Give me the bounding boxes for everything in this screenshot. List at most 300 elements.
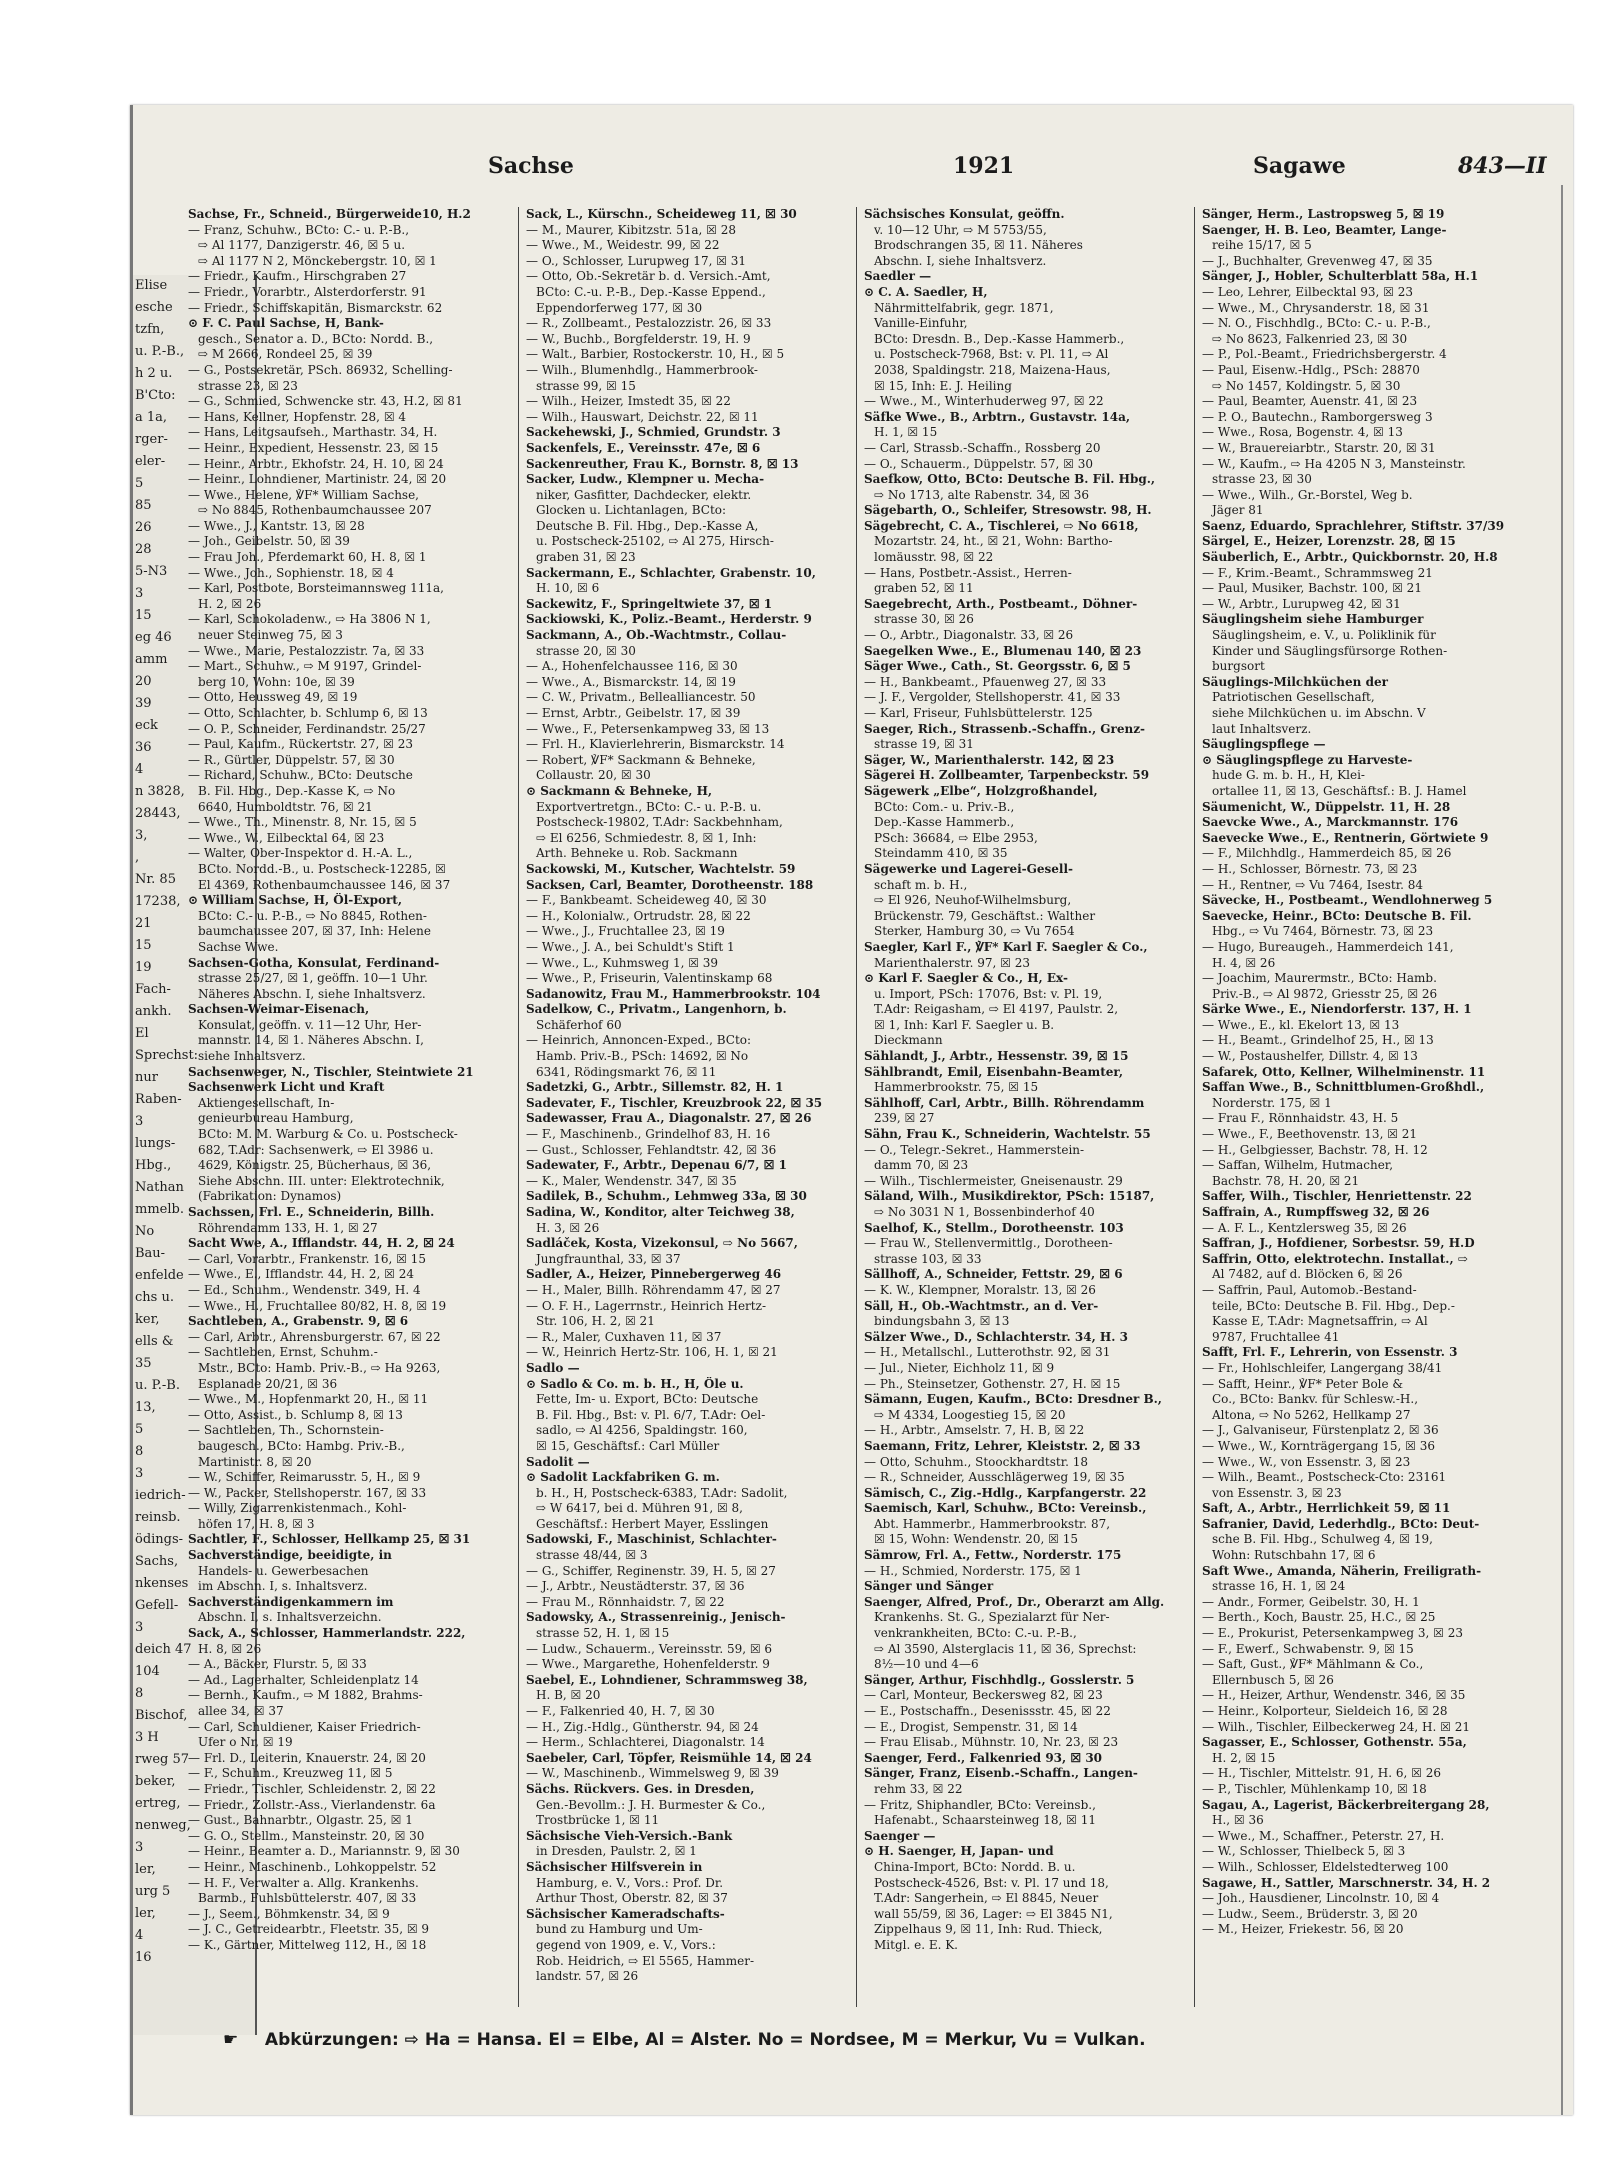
directory-entry: El 4369, Rothenbaumchaussee 146, ☒ 37 [198,877,451,892]
directory-entry: Sägerei H. Zollbeamter, Tarpenbeckstr. 59 [864,768,1150,783]
directory-entry: Nährmittelfabrik, gegr. 1871, [874,300,1054,315]
left-page-fragment: Elise [135,278,168,293]
directory-entry: — E., Prokurist, Petersenkampweg 3, ☒ 23 [1202,1626,1463,1641]
directory-entry: — G., Postsekretär, PSch. 86932, Schelling- [188,362,453,377]
directory-entry: Saenger, Ferd., Falkenried 93, ☒ 30 [864,1750,1103,1765]
directory-entry: — E., Drogist, Sempenstr. 31, ☒ 14 [864,1719,1078,1734]
left-page-fragment: 3 [135,586,144,601]
left-page-fragment: nur [135,1070,158,1085]
directory-entry: niker, Gasfitter, Dachdecker, elektr. [536,487,752,502]
directory-entry: Sämisch, C., Zig.-Hdlg., Karpfangerstr. 22 [864,1485,1147,1500]
directory-entry: Norderstr. 175, ☒ 1 [1212,1095,1332,1110]
directory-entry: Aktiengesellschaft, In- [198,1095,335,1110]
directory-entry: allee 34, ☒ 37 [198,1704,284,1718]
directory-entry: Sagau, A., Lagerist, Bäckerbreitergang 28, [1202,1797,1490,1812]
directory-entry: Särgel, E., Heizer, Lorenzstr. 28, ☒ 15 [1202,534,1456,549]
directory-entry: — Wwe., M., Weidestr. 99, ☒ 22 [526,238,720,253]
directory-entry: Sachtler, F., Schlosser, Hellkamp 25, ☒ 31 [188,1532,471,1547]
directory-entry: Sänger, Arthur, Fischhdlg., Gosslerstr. 5 [864,1672,1135,1687]
directory-entry: strasse 16, H. 1, ☒ 24 [1212,1579,1346,1594]
directory-entry: bund zu Hamburg und Um- [536,1922,703,1937]
directory-entry: v. 10—12 Uhr, ⇨ M 5753/55, [874,222,1047,237]
directory-entry: Dep.-Kasse Hammerb., [874,815,1015,830]
directory-entry: Collaustr. 20, ☒ 30 [536,768,651,783]
directory-entry: Sachse, Fr., Schneid., Bürgerweide10, H.2 [188,207,471,221]
directory-entry: Särke Wwe., E., Niendorferstr. 137, H. 1 [1202,1002,1472,1017]
directory-entry: Sächsischer Hilfsverein in [526,1859,703,1874]
abbreviations-footer [223,2030,1483,2050]
directory-entry: — Wwe., E., kl. Ekelort 13, ☒ 13 [1202,1017,1400,1032]
directory-entry: strasse 20, ☒ 30 [536,643,636,658]
directory-entry: — Fr., Hohlschleifer, Langergang 38/41 [1202,1360,1443,1375]
directory-entry: 6341, Rödingsmarkt 76, ☒ 11 [536,1064,717,1079]
left-page-fragment: 8 [135,1444,144,1459]
directory-entry: — Frau W., Stellenvermittlg., Dorotheen- [864,1236,1113,1251]
directory-entry: — W., Heinrich Hertz-Str. 106, H. 1, ☒ 21 [526,1345,778,1360]
directory-entry: Sackenreuther, Frau K., Bornstr. 8, ☒ 13 [526,456,799,471]
directory-entry: Sterker, Hamburg 30, ⇨ Vu 7654 [874,924,1075,939]
directory-entry: Näheres Abschn. I, siehe Inhaltsverz. [198,986,426,1001]
directory-entry: Esplanade 20/21, ☒ 36 [198,1376,338,1391]
directory-entry: — Hans, Leitgsaufseh., Marthastr. 34, H. [188,425,438,440]
directory-entry: in Dresden, Paulstr. 2, ☒ 1 [536,1844,697,1859]
directory-entry: Sächsisches Konsulat, geöffn. [864,207,1065,221]
directory-entry: — A. F. L., Kentzlersweg 35, ☒ 26 [1202,1220,1407,1235]
left-page-fragment: 28443, [135,806,181,821]
directory-entry: Deutsche B. Fil. Hbg., Dep.-Kasse A, [536,518,759,533]
directory-entry: Saevecke, Heinr., BCto: Deutsche B. Fil. [1202,908,1472,923]
directory-entry: ortallee 11, ☒ 13, Geschäftsf.: B. J. Hamel [1212,783,1467,798]
left-page-fragment: Sprechst: [135,1048,199,1063]
directory-entry: Hafenabt., Schaarsteinweg 18, ☒ 11 [874,1813,1096,1828]
directory-entry: Dieckmann [874,1033,943,1048]
directory-entry: 8½—10 und 4—6 [874,1657,979,1672]
directory-entry: Saft Wwe., Amanda, Näherin, Freiligrath- [1202,1563,1482,1578]
directory-entry: ⊙ F. C. Paul Sachse, H, Bank- [188,316,384,331]
directory-entry: Safft, Frl. F., Lehrerin, von Essenstr. 3 [1202,1345,1458,1360]
directory-entry: — Carl, Arbtr., Ahrensburgerstr. 67, ☒ 22 [188,1329,441,1344]
left-page-fragment: 15 [135,608,152,623]
directory-entry: Saenger — [864,1828,936,1843]
directory-entry: Sagasser, E., Schlosser, Gothenstr. 55a, [1202,1735,1467,1750]
directory-entry: Sadowsky, A., Strassenreinig., Jenisch- [526,1610,786,1625]
directory-entry: Mstr., BCto: Hamb. Priv.-B., ⇨ Ha 9263, [198,1360,441,1375]
directory-entry: Sävecke, H., Postbeamt., Wendlohnerweg 5 [1202,893,1493,908]
left-page-fragment: ödings- [135,1532,184,1547]
left-page-fragment: 39 [135,696,152,711]
directory-entry: Sägewerke und Lagerei-Gesell- [864,861,1074,876]
directory-entry: — W., Schiffer, Reimarusstr. 5, H., ☒ 9 [188,1470,421,1485]
directory-entry: — Ludw., Seem., Brüderstr. 3, ☒ 20 [1202,1906,1418,1921]
directory-entry: Sachse Wwe. [198,939,279,954]
directory-entry: — H., Maler, Billh. Röhrendamm 47, ☒ 27 [526,1282,781,1297]
directory-entry: — Carl, Vorarbtr., Frankenstr. 16, ☒ 15 [188,1251,426,1266]
directory-entry: ⊙ Säuglingspflege zu Harveste- [1202,752,1413,767]
directory-entry: — H., Gelbgiesser, Bachstr. 78, H. 12 [1202,1142,1428,1157]
header-year: 1921 [953,153,1015,179]
directory-entry: — Herm., Schlachterei, Diagonalstr. 14 [526,1735,765,1750]
left-page-fragment: 13, [135,1400,156,1415]
directory-entry: Postscheck-19802, T.Adr: Sackbehnham, [536,815,783,830]
directory-entry: Al 7482, auf d. Blöcken 6, ☒ 26 [1212,1267,1403,1282]
directory-entry: Brückenstr. 79, Geschäftst.: Walther [874,908,1096,923]
directory-entry: Sämann, Eugen, Kaufm., BCto: Dresdner B., [864,1392,1162,1407]
directory-entry: — Wwe., J., Fruchtallee 23, ☒ 19 [526,924,725,939]
directory-entry: Säumenicht, W., Düppelstr. 11, H. 28 [1202,799,1451,814]
directory-entry: strasse 30, ☒ 26 [874,612,974,627]
directory-entry: Geschäftsf.: Herbert Mayer, Esslingen [536,1516,769,1531]
directory-entry: Postscheck-4526, Bst: v. Pl. 17 und 18, [874,1875,1109,1890]
directory-entry: — F., Ewerf., Schwabenstr. 9, ☒ 15 [1202,1641,1414,1656]
directory-entry: PSch: 36684, ⇨ Elbe 2953, [874,830,1038,845]
directory-entry: — Heinr., Arbtr., Ekhofstr. 24, H. 10, ☒ 24 [188,456,444,471]
left-page-fragment: 85 [135,498,152,513]
column-4 [1202,207,1520,2012]
directory-entry: Steindamm 410, ☒ 35 [874,846,1008,861]
directory-entry: strasse 99, ☒ 15 [536,378,636,393]
left-page-fragment: Nathan [135,1180,184,1195]
left-page-fragment: 8 [135,1686,144,1701]
directory-entry: baumchaussee 207, ☒ 37, Inh: Helene [198,924,432,939]
directory-entry: — Wwe., Helene, ℣F* William Sachse, [188,487,419,502]
directory-entry: — Leo, Lehrer, Eilbecktal 93, ☒ 23 [1202,284,1414,299]
directory-entry: — Karl, Postbote, Borsteimannsweg 111a, [188,581,444,596]
directory-entry: Sackowski, M., Kutscher, Wachtelstr. 59 [526,861,796,876]
directory-entry: Sadowski, F., Maschinist, Schlachter- [526,1532,777,1547]
directory-page [130,105,1573,2115]
directory-entry: (Fabrikation: Dynamos) [198,1189,342,1204]
directory-entry: — O. F. H., Lagerrnstr., Heinrich Hertz- [526,1298,766,1313]
left-page-fragment: deich 47 [135,1642,192,1657]
directory-entry: — Friedr., Vorarbtr., Alsterdorferstr. 91 [188,284,427,299]
directory-entry: 4629, Königstr. 25, Bücherhaus, ☒ 36, [198,1158,432,1173]
directory-entry: — Franz, Schuhw., BCto: C.- u. P.-B., [188,222,410,237]
directory-entry: höfen 17, H. 8, ☒ 3 [198,1516,315,1531]
directory-entry: Saffrin, Otto, elektrotechn. Installat., ⇨ [1202,1251,1468,1266]
directory-entry: — A., Hohenfelchaussee 116, ☒ 30 [526,659,738,674]
left-page-fragment: esche [135,300,173,315]
directory-entry: Exportvertretgn., BCto: C.- u. P.-B. u. [536,799,762,814]
directory-entry: Sachsenweger, N., Tischler, Steintwiete 21 [188,1064,474,1079]
header-right-name: Sagawe [1253,153,1346,179]
directory-entry: lomäusstr. 98, ☒ 22 [874,550,994,565]
directory-entry: ⇨ W 6417, bei d. Mühren 91, ☒ 8, [536,1501,743,1516]
left-page-fragment: 3, [135,828,148,843]
left-page-fragment: enfelde [135,1268,184,1283]
directory-entry: BCto: Com.- u. Priv.-B., [874,799,1015,814]
directory-entry: BCto: C.-u. P.-B., Dep.-Kasse Eppend., [536,284,766,299]
directory-entry: genieurbureau Hamburg, [198,1111,354,1126]
directory-entry: — R., Schneider, Ausschlägerweg 19, ☒ 35 [864,1470,1125,1485]
directory-entry: ⊙ C. A. Saedler, H, [864,284,988,299]
directory-entry: schaft m. b. H., [874,877,968,892]
left-page-fragment: 15 [135,938,152,953]
directory-entry: Siehe Abschn. III. unter: Elektrotechnik, [198,1173,445,1188]
directory-entry: — H., Metallschl., Lutterothstr. 92, ☒ 31 [864,1345,1111,1360]
left-page-fragment: No [135,1224,155,1239]
directory-entry: Sadanowitz, Frau M., Hammerbrookstr. 104 [526,986,821,1001]
directory-entry: — P., Pol.-Beamt., Friedrichsbergerstr. 4 [1202,347,1447,362]
directory-entry: — E., Postschaffn., Desenissstr. 45, ☒ 22 [864,1704,1111,1718]
left-page-fragment: lungs- [135,1136,176,1151]
directory-entry: — Wwe., J., Kantstr. 13, ☒ 28 [188,518,365,533]
directory-entry: Saemisch, Karl, Schuhw., BCto: Vereinsb., [864,1501,1147,1516]
directory-entry: Sacker, Ludw., Klempner u. Mecha- [526,472,765,487]
directory-entry: — Wwe., H., Fruchtallee 80/82, H. 8, ☒ 19 [188,1298,447,1313]
directory-entry: — Frl. D., Leiterin, Knauerstr. 24, ☒ 20 [188,1750,426,1765]
directory-entry: baugesch., BCto: Hambg. Priv.-B., [198,1438,405,1453]
left-page-fragment: ells & [135,1334,174,1349]
directory-entry: Safranier, David, Lederhdlg., BCto: Deut- [1202,1516,1480,1531]
directory-entry: — R., Gürtler, Düppelstr. 57, ☒ 30 [188,752,395,767]
directory-entry: Sächs. Rückvers. Ges. in Dresden, [526,1781,755,1796]
directory-entry: — Wwe., A., Bismarckstr. 14, ☒ 19 [526,674,736,689]
directory-entry: 682, T.Adr: Sachsenwerk, ⇨ El 3986 u. [198,1142,434,1157]
left-page-fragment: rweg 57 [135,1752,190,1767]
directory-entry: — C. W., Privatm., Bellealliancestr. 50 [526,690,756,705]
left-page-fragment: 26 [135,520,152,535]
directory-entry: ⇨ No 8845, Rothenbaumchaussee 207 [198,503,432,518]
abbreviations-text: Abkürzungen: ⇨ Ha = Hansa. El = Elbe, Al = Alster. No = Nordsee, M = Merkur, Vu = Vulkan. [264,2030,1146,2050]
left-page-fragment: nenweg, [135,1818,191,1833]
directory-entry: Saffan Wwe., B., Schnittblumen-Großhdl., [1202,1080,1485,1095]
directory-entry: strasse 25/27, ☒ 1, geöffn. 10—1 Uhr. [198,971,428,986]
directory-entry: Safarek, Otto, Kellner, Wilhelminenstr. 11 [1202,1064,1486,1079]
directory-entry: — Walter, Ober-Inspektor d. H.-A. L., [188,846,413,861]
directory-entry: — Wwe., F., Petersenkampweg 33, ☒ 13 [526,721,770,736]
directory-entry: — F., Bankbeamt. Scheideweg 40, ☒ 30 [526,893,767,908]
directory-entry: Saenger, Alfred, Prof., Dr., Oberarzt am Allg. [864,1594,1165,1609]
directory-entry: B. Fil. Hbg., Dep.-Kasse K, ⇨ No [198,783,396,798]
directory-entry: — Otto, Heussweg 49, ☒ 19 [188,690,358,705]
directory-entry: — O., Schauerm., Düppelstr. 57, ☒ 30 [864,456,1094,471]
left-page-fragment: nkenses [135,1576,189,1591]
page-header [133,153,1573,193]
directory-entry: Saffrain, A., Rumpffsweg 32, ☒ 26 [1202,1205,1430,1219]
directory-entry: — Richard, Schuhw., BCto: Deutsche [188,768,413,783]
directory-entry: graben 31, ☒ 23 [536,550,636,565]
directory-entry: — W., Brauereiarbtr., Starstr. 20, ☒ 31 [1202,440,1436,455]
directory-entry: gesch., Senator a. D., BCto: Nordd. B., [198,331,434,346]
directory-entry: — Frau Elisab., Mühnstr. 10, Nr. 23, ☒ 23 [864,1735,1119,1750]
directory-entry: — Karl, Schokoladenw., ⇨ Ha 3806 N 1, [188,612,431,627]
directory-entry: — Wwe., W., Eilbecktal 64, ☒ 23 [188,830,385,845]
left-page-fragment: Bischof, [135,1708,188,1723]
directory-entry: — Paul, Beamter, Auenstr. 41, ☒ 23 [1202,394,1418,409]
directory-entry: Sählandt, J., Arbtr., Hessenstr. 39, ☒ 15 [864,1049,1129,1064]
left-page-fragment: amm [135,652,168,667]
directory-entry: Sadewasser, Frau A., Diagonalstr. 27, ☒ 26 [526,1111,812,1126]
left-page-fragment: eg 46 [135,630,172,645]
directory-entry: — R., Maler, Cuxhaven 11, ☒ 37 [526,1329,722,1344]
directory-entry: — Wwe., Joh., Sophienstr. 18, ☒ 4 [188,565,394,580]
directory-entry: Saft, A., Arbtr., Herrlichkeit 59, ☒ 11 [1202,1501,1451,1516]
directory-entry: — Hans, Kellner, Hopfenstr. 28, ☒ 4 [188,409,407,424]
left-page-fragment: eler- [135,454,166,469]
column-3 [864,207,1182,2012]
page-number: 843—II [1458,153,1547,179]
left-page-fragment: Bau- [135,1246,166,1261]
directory-entry: Konsulat, geöffn. v. 11—12 Uhr, Her- [198,1017,422,1032]
directory-entry: — P. O., Bautechn., Ramborgersweg 3 [1202,409,1433,424]
directory-entry: — W., Packer, Stellshoperstr. 167, ☒ 33 [188,1485,427,1500]
directory-entry: BCto: M. M. Warburg & Co. u. Postscheck- [198,1127,458,1142]
directory-entry: Sänger, Franz, Eisenb.-Schaffn., Langen- [864,1766,1138,1781]
left-page-fragment: 19 [135,960,152,975]
directory-entry: — Otto, Schlachter, b. Schlump 6, ☒ 13 [188,706,428,720]
directory-entry: — Paul, Musiker, Bachstr. 100, ☒ 21 [1202,581,1422,596]
directory-entry: — Sachtleben, Th., Schornstein- [188,1423,384,1438]
left-page-fragment: ankh. [135,1004,172,1019]
directory-entry: — Carl, Strassb.-Schaffn., Rossberg 20 [864,440,1101,455]
directory-entry: — G., Schiffer, Reginenstr. 39, H. 5, ☒ 27 [526,1563,776,1578]
left-page-fragment: Gefell- [135,1598,179,1613]
directory-entry: Saedler — [864,269,932,284]
directory-entry: Säger Wwe., Cath., St. Georgsstr. 6, ☒ 5 [864,659,1131,674]
directory-entry: — Wilh., Beamt., Postscheck-Cto: 23161 [1202,1470,1447,1485]
directory-entry: Eppendorferweg 177, ☒ 30 [536,300,703,315]
directory-entry: Sadlo — [526,1360,580,1375]
directory-entry: — Carl, Schuldiener, Kaiser Friedrich- [188,1719,421,1734]
directory-entry: — M., Maurer, Kibitzstr. 51a, ☒ 28 [526,222,736,237]
directory-entry: Abt. Hammerbr., Hammerbrookstr. 87, [874,1516,1111,1531]
directory-entry: H. 2, ☒ 15 [1212,1750,1276,1765]
directory-entry: ⇨ El 926, Neuhof-Wilhelmsburg, [874,893,1072,908]
left-page-fragment: Sachs, [135,1554,179,1569]
directory-entry: Sackmann, A., Ob.-Wachtmstr., Collau- [526,628,787,643]
left-page-fragment: n 3828, [135,784,185,799]
directory-entry: — Wwe., M., Hopfenmarkt 20, H., ☒ 11 [188,1392,429,1407]
directory-entry: ⇨ No 3031 N 1, Bossenbinderhof 40 [874,1205,1095,1219]
directory-entry: — Wwe., P., Friseurin, Valentinskamp 68 [526,971,773,986]
directory-entry: — J., Galvaniseur, Fürstenplatz 2, ☒ 36 [1202,1423,1439,1438]
directory-entry: Hamb. Priv.-B., PSch: 14692, ☒ No [536,1049,749,1064]
left-page-fragment: 36 [135,740,152,755]
directory-entry: B. Fil. Hbg., Bst: v. Pl. 6/7, T.Adr: Oel- [536,1407,766,1422]
directory-entry: Sächsischer Kameradschafts- [526,1906,725,1921]
directory-entry: Sackenfels, E., Vereinsstr. 47e, ☒ 6 [526,440,761,455]
directory-entry: BCto. Nordd.-B., u. Postscheck-12285, ☒ [198,861,446,876]
directory-entry: Sackiowski, K., Poliz.-Beamt., Herderstr. 9 [526,612,812,627]
directory-entry: Krankenhs. St. G., Spezialarzt für Ner- [874,1610,1110,1625]
directory-entry: Sadetzki, G., Arbtr., Sillemstr. 82, H. 1 [526,1080,784,1095]
directory-entry: — F., Milchhdlg., Hammerdeich 85, ☒ 26 [1202,846,1452,861]
directory-entry: von Essenstr. 3, ☒ 23 [1212,1485,1342,1500]
directory-entry: — J. C., Getreidearbtr., Fleetstr. 35, ☒ 9 [188,1922,430,1937]
directory-entry: Saffran, J., Hofdiener, Sorbestsr. 59, H.D [1202,1236,1475,1251]
directory-entry: strasse 52, H. 1, ☒ 15 [536,1626,670,1641]
directory-entry: H. 8, ☒ 26 [198,1641,262,1656]
directory-entry: ⇨ No 1457, Koldingstr. 5, ☒ 30 [1212,378,1401,393]
directory-entry: Saegebrecht, Arth., Postbeamt., Döhner- [864,596,1138,611]
directory-entry: — H., Rentner, ⇨ Vu 7464, Isestr. 84 [1202,877,1424,892]
directory-entry: Sänger und Sänger [864,1579,994,1594]
left-page-fragment: chs u. [135,1290,174,1305]
directory-entry: Sämrow, Frl. A., Fettw., Norderstr. 175 [864,1548,1122,1563]
left-page-fragment: 3 H [135,1730,159,1745]
directory-entry: — Wwe., M., Chrysanderstr. 18, ☒ 31 [1202,300,1430,315]
left-page-fragment: 4 [135,1928,144,1943]
left-page-fragment: 16 [135,1950,152,1965]
directory-entry: u. Import, PSch: 17076, Bst: v. Pl. 19, [874,986,1103,1001]
directory-entry: — F., Falkenried 40, H. 7, ☒ 30 [526,1704,715,1718]
directory-entry: Saebeler, Carl, Töpfer, Reismühle 14, ☒ 24 [526,1750,812,1765]
directory-entry: — H., Tischler, Mittelstr. 91, H. 6, ☒ 26 [1202,1766,1441,1781]
directory-entry: strasse 48/44, ☒ 3 [536,1548,648,1563]
directory-entry: H. 4, ☒ 26 [1212,955,1276,970]
directory-entry: BCto: Dresdn. B., Dep.-Kasse Hammerb., [874,331,1125,346]
directory-entry: Sägebarth, O., Schleifer, Stresowstr. 98, H. [864,503,1152,518]
directory-entry: Bachstr. 78, H. 20, ☒ 21 [1212,1173,1360,1188]
directory-entry: Schäferhof 60 [536,1017,622,1032]
left-page-fragment: 17238, [135,894,181,909]
directory-entry: Säuglingspflege — [1202,737,1326,752]
directory-entry: Saenz, Eduardo, Sprachlehrer, Stiftstr. 37/39 [1202,518,1505,533]
directory-entry: Sachsen-Weimar-Eisenach, [188,1002,370,1017]
left-page-fragment: 35 [135,1356,152,1371]
directory-entry: Sadolit — [526,1454,590,1469]
directory-entry: Röhrendamm 133, H. 1, ☒ 27 [198,1220,378,1235]
directory-entry: Sänger, Herm., Lastropsweg 5, ☒ 19 [1202,207,1445,221]
left-page-fragment: 4 [135,762,144,777]
directory-entry: Säger, W., Marienthalerstr. 142, ☒ 23 [864,752,1115,767]
directory-entry: Patriotischen Gesellschaft, [1212,690,1375,705]
left-page-fragment: Fach- [135,982,171,997]
directory-entry: Jungfraunthal, 33, ☒ 37 [536,1251,681,1266]
directory-entry: strasse 23, ☒ 30 [1212,472,1312,487]
directory-entry: — Wwe., E., Ifflandstr. 44, H. 2, ☒ 24 [188,1267,414,1282]
directory-entry: — M., Heizer, Friekestr. 56, ☒ 20 [1202,1922,1404,1937]
directory-entry: ⊙ William Sachse, H, Öl-Export, [188,893,403,908]
directory-entry: — J., Seem., Böhmkenstr. 34, ☒ 9 [188,1906,390,1921]
left-page-fragment: u. P.-B., [135,344,185,359]
directory-entry: — Wwe., J. A., bei Schuldt's Stift 1 [526,939,735,954]
left-page-fragment: rger- [135,432,168,447]
directory-entry: — A., Bäcker, Flurstr. 5, ☒ 33 [188,1657,367,1672]
directory-entry: siehe Milchküchen u. im Abschn. V [1212,706,1426,720]
directory-entry: — Hugo, Bureaugeh., Hammerdeich 141, [1202,939,1454,954]
directory-entry: Sachverständige, beeidigte, in [188,1548,392,1563]
directory-entry: — Wwe., M., Winterhuderweg 97, ☒ 22 [864,394,1104,409]
directory-entry: Ufer o Nr, ☒ 19 [198,1735,293,1750]
directory-entry: Gen.-Bevollm.: J. H. Burmester & Co., [536,1797,766,1812]
directory-entry: H. 2, ☒ 26 [198,596,262,611]
directory-entry: Sadina, W., Konditor, alter Teichweg 38, [526,1205,795,1219]
directory-entry: b. H., H, Postscheck-6383, T.Adr: Sadolit, [536,1485,788,1500]
left-page-fragment: h 2 u. [135,366,173,381]
directory-entry: Arthur Thost, Oberstr. 82, ☒ 37 [536,1891,728,1906]
directory-entry: H., ☒ 36 [1212,1813,1264,1828]
directory-entry: Sägewerk „Elbe“, Holzgroßhandel, [864,783,1098,798]
directory-entry: Saemann, Fritz, Lehrer, Kleiststr. 2, ☒ 33 [864,1438,1141,1453]
directory-entry: wall 55/59, ☒ 36, Lager: ⇨ El 3845 N1, [874,1906,1113,1921]
left-page-fragment: B'Cto: [135,388,176,403]
directory-entry: — Ph., Steinsetzer, Gothenstr. 27, H. ☒ 15 [864,1376,1121,1391]
directory-entry: Saefkow, Otto, BCto: Deutsche B. Fil. Hbg., [864,472,1156,487]
directory-entry: — Safft, Heinr., ℣F* Peter Bole & [1202,1376,1404,1391]
directory-entry: Str. 106, H. 2, ☒ 21 [536,1314,655,1329]
directory-entry: Sagawe, H., Sattler, Marschnerstr. 34, H. 2 [1202,1875,1491,1890]
directory-entry: Säland, Wilh., Musikdirektor, PSch: 15187, [864,1189,1155,1204]
left-page-fragment: Raben- [135,1092,182,1107]
directory-entry: Sällhoff, A., Schneider, Fettstr. 29, ☒ 6 [864,1267,1123,1282]
directory-entry: H. 1, ☒ 15 [874,425,938,440]
left-page-fragment: 20 [135,674,152,689]
directory-entry: — Otto, Assist., b. Schlump 8, ☒ 13 [188,1407,403,1422]
directory-entry: — Karl, Friseur, Fuhlsbüttelerstr. 125 [864,706,1093,720]
directory-entry: — W., Schlosser, Thielbeck 5, ☒ 3 [1202,1844,1406,1859]
left-page-fragment: El [135,1026,149,1041]
